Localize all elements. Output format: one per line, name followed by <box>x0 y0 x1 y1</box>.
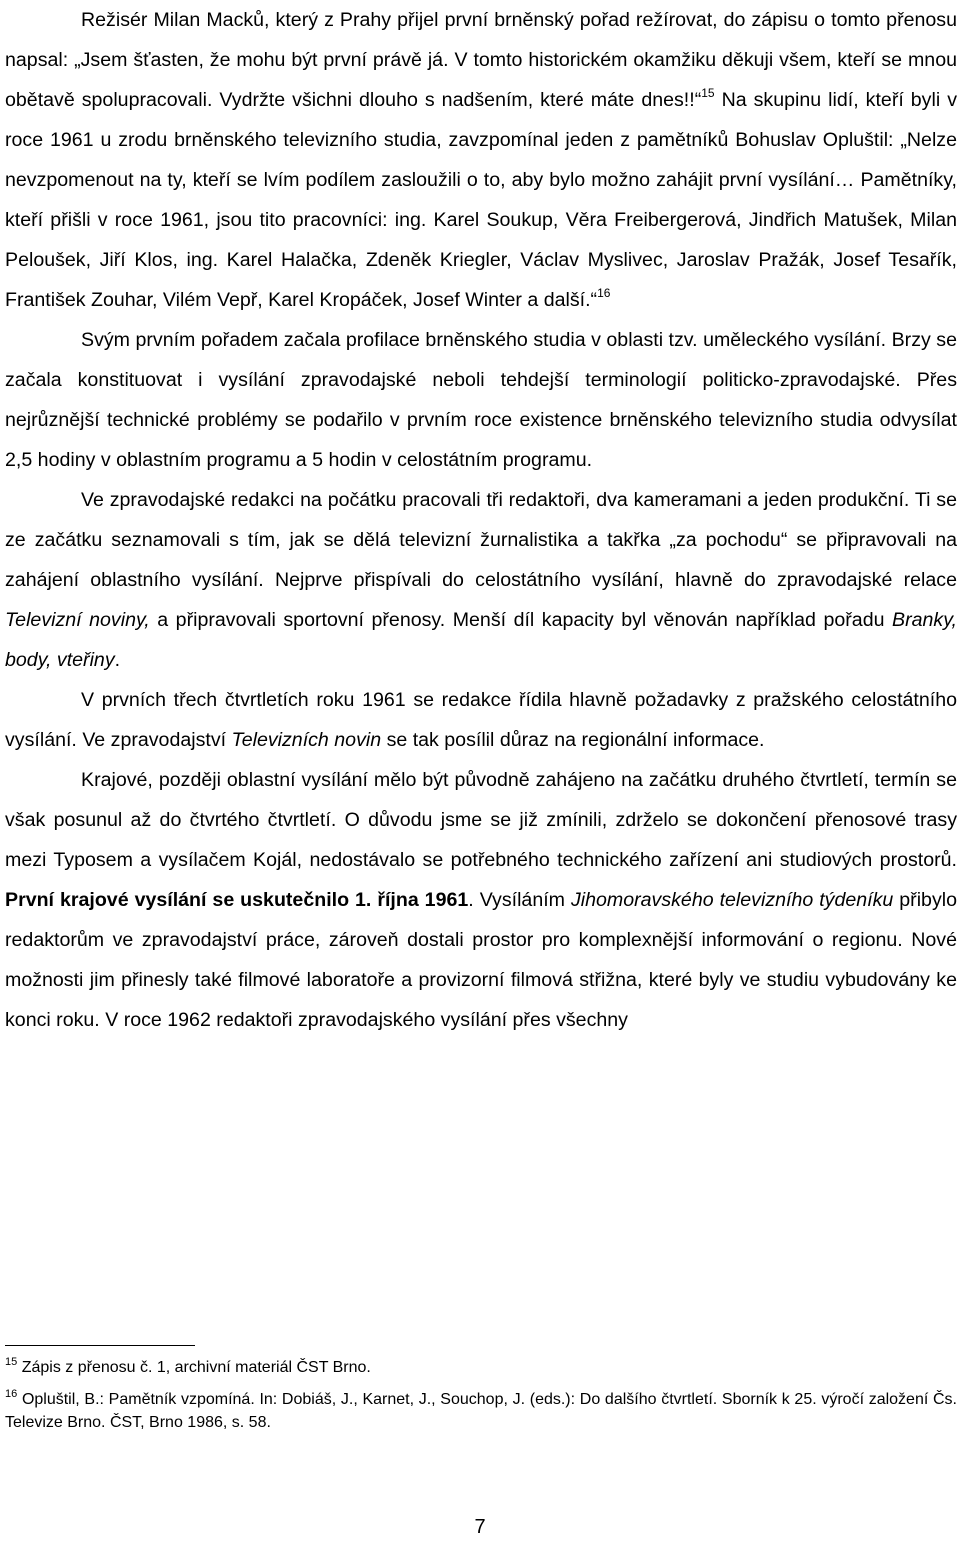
body-text <box>5 0 957 1040</box>
footnote-ref: 15 <box>701 86 715 100</box>
text-run: Režisér Milan Macků, který z Prahy přijel první brněnský pořad režírovat, do zápisu o tomto přenosu napsal: „Jsem šťasten, že mohu být první právě já. V tomto historickém okamžiku děkuji všem, kteří se mnou obětavě spolupracovali. Vydržte všichni dlouho s nadšením, které máte dnes!!“ <box>5 9 957 111</box>
text-run: V prvních třech čtvrtletích roku 1961 se redakce řídila hlavně požadavky z pražského celostátního vysílání. Ve zpravodajství <box>5 689 957 751</box>
paragraph <box>5 680 957 760</box>
footnote-text: Opluštil, B.: Pamětník vzpomíná. In: Dobiáš, J., Karnet, J., Souchop, J. (eds.): Do dalšího čtvrtletí. Sborník k 25. výročí založení Čs. Televize Brno. ČST, Brno 1986, s. 58. <box>5 1391 957 1431</box>
footnote-number: 15 <box>5 1356 18 1368</box>
footnote-ref: 16 <box>597 286 611 300</box>
footnote-number: 16 <box>5 1388 18 1400</box>
footnote-separator <box>5 1345 195 1346</box>
page-number: 7 <box>474 1516 486 1538</box>
paragraph <box>5 0 957 320</box>
text-run: a připravovali sportovní přenosy. Menší díl kapacity byl věnován například pořadu <box>149 609 893 631</box>
text-run: Krajové, později oblastní vysílání mělo být původně zahájeno na začátku druhého čtvrtletí, termín se však posunul až do čtvrtého čtvrtletí. O důvodu jsme se již zmínili, zdrželo se dokončení přenosové trasy mezi Typosem a vysílačem Kojál, nedostávalo se potřebného technického zařízení ani studiových prostorů. <box>5 769 957 871</box>
paragraph <box>5 480 957 680</box>
text-run: Svým prvním pořadem začala profilace brněnského studia v oblasti tzv. uměleckého vysílání. Brzy se začala konstituovat i vysílání zpravodajské neboli tehdejší terminologií politicko-zpravodajské. Přes nejrůznější technické problémy se podařilo v prvním roce existence brněnského televizního studia odvysílat 2,5 hodiny v oblastním programu a 5 hodin v celostátním programu. <box>5 329 957 471</box>
text-run: se tak posílil důraz na regionální informace. <box>381 729 765 751</box>
text-run: . <box>114 649 121 671</box>
text-run: Na skupinu lidí, kteří byli v roce 1961 u zrodu brněnského televizního studia, zavzpomínal jeden z pamětníků Bohuslav Opluštil: „Nelze nevzpomenout na ty, kteří se lvím podílem zasloužili o to, aby bylo možno zahájit první vysílání… Pamětníky, kteří přišli v roce 1961, jsou tito pracovníci: ing. Karel Soukup, Věra Freibergerová, Jindřich Matušek, Milan Peloušek, Jiří Klos, ing. Karel Halačka, Zdeněk Kriegler, Václav Myslivec, Jaroslav Pražák, Josef Tesařík, František Zouhar, Vilém Vepř, Karel Kropáček, Josef Winter a další.“ <box>5 89 957 311</box>
text-run: První krajové vysílání se uskutečnilo 1. října 1961 <box>5 889 469 911</box>
text-run: Televizních novin <box>231 729 382 751</box>
footnote <box>5 1388 957 1434</box>
text-run: Branky, body, vteřiny <box>5 609 957 671</box>
footnote-text: Zápis z přenosu č. 1, archivní materiál ČST Brno. <box>17 1359 371 1376</box>
text-run: Televizní noviny, <box>5 609 150 631</box>
footnote <box>5 1356 957 1379</box>
text-run: . Vysíláním <box>468 889 571 911</box>
text-run: přibylo redaktorům ve zpravodajství práce, zároveň dostali prostor pro komplexnější informování o regionu. Nové možnosti jim přinesly také filmové laboratoře a provizorní filmová střižna, které byly ve studiu vybudovány ke konci roku. V roce 1962 redaktoři zpravodajského vysílání přes všechny <box>5 889 957 1031</box>
footnotes <box>5 1356 957 1443</box>
paragraph <box>5 760 957 1040</box>
text-run: Jihomoravského televizního týdeníku <box>570 889 894 911</box>
paragraph <box>5 320 957 480</box>
text-run: Ve zpravodajské redakci na počátku pracovali tři redaktoři, dva kameramani a jeden produkční. Ti se ze začátku seznamovali s tím, jak se dělá televizní žurnalistika a takřka „za pochodu“ se připravovali na zahájení oblastního vysílání. Nejprve přispívali do celostátního vysílání, hlavně do zpravodajské relace <box>5 489 957 591</box>
